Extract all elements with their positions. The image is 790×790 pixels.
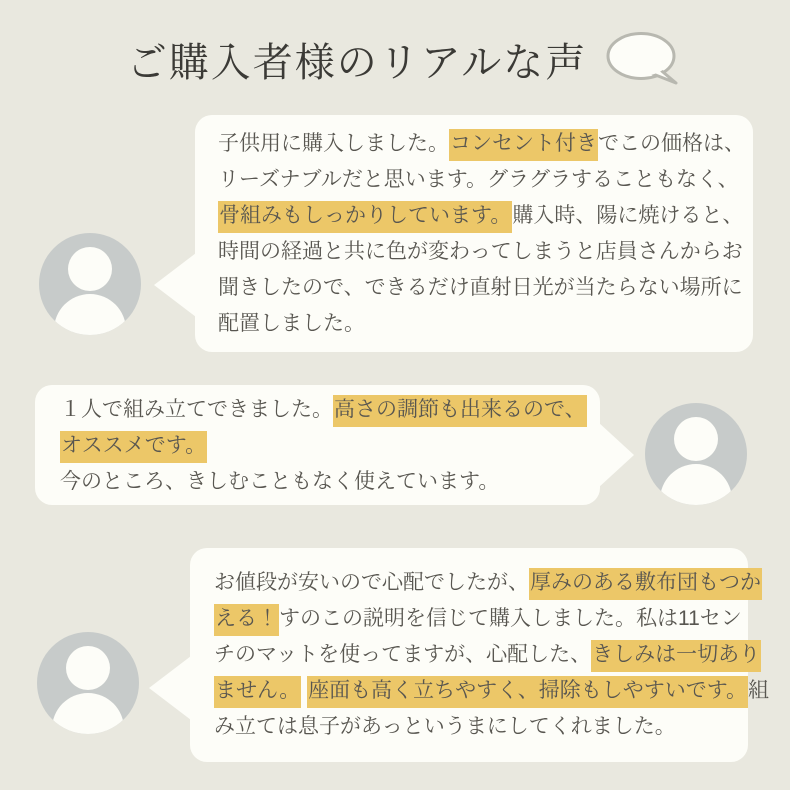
review-line xyxy=(218,126,745,162)
review-line xyxy=(218,198,744,234)
review-line xyxy=(214,637,761,673)
highlighted-text: 高さの調節も出来るので、 xyxy=(333,395,587,427)
plain-text: 子供用に購入しました。 xyxy=(218,132,449,155)
review-line xyxy=(214,709,732,745)
highlighted-text: コンセント付き xyxy=(449,129,598,161)
review-text xyxy=(60,392,586,500)
highlighted-text: 座面も高く立ちやすく、掃除もしやすいです。 xyxy=(307,676,748,708)
highlighted-text: える！ xyxy=(214,604,279,636)
section-title: ご購入者様のリアルな声 xyxy=(126,40,588,85)
review-bubble xyxy=(35,385,600,505)
review-line xyxy=(60,464,582,500)
reviewer-avatar-icon xyxy=(39,233,141,335)
review-line xyxy=(218,234,743,270)
speech-bubble-icon xyxy=(605,31,683,87)
bubble-tail-left xyxy=(154,253,196,317)
avatar-torso xyxy=(52,693,124,734)
bubble-tail-right xyxy=(598,422,634,488)
avatar-torso xyxy=(54,294,126,335)
review-line xyxy=(214,601,742,637)
review-line xyxy=(60,428,582,464)
review-line xyxy=(60,392,586,428)
plain-text: でこの価格は、 xyxy=(598,132,745,155)
plain-text: 聞きしたので、できるだけ直射日光が当たらない場所に xyxy=(218,276,743,299)
plain-text: 配置しました。 xyxy=(218,312,365,335)
section-header xyxy=(10,28,790,90)
review-text xyxy=(214,565,770,745)
plain-text: チのマットを使ってますが、心配した、 xyxy=(214,643,592,666)
review-line xyxy=(214,673,770,709)
review-line xyxy=(218,306,735,342)
review-line xyxy=(218,162,739,198)
reviewer-avatar-icon xyxy=(37,632,139,734)
avatar-head xyxy=(68,247,112,291)
plain-text: み立ては息子があっというまにしてくれました。 xyxy=(214,715,676,738)
review-line xyxy=(218,270,743,306)
highlighted-text: 骨組みもしっかりしています。 xyxy=(218,201,512,233)
review-bubble xyxy=(190,548,770,762)
highlighted-text: オススメです。 xyxy=(60,431,207,463)
avatar-head xyxy=(66,646,110,690)
plain-text: 組 xyxy=(748,679,770,702)
plain-text: 購入時、陽に焼けると、 xyxy=(512,204,744,227)
plain-text: 時間の経過と共に色が変わってしまうと店員さんからお xyxy=(218,240,743,263)
reviewer-avatar-icon xyxy=(645,403,747,505)
review-line xyxy=(214,565,761,601)
highlighted-text: ません。 xyxy=(214,676,301,708)
bubble-tail-left xyxy=(149,656,191,720)
review-bubble xyxy=(195,115,753,352)
avatar-torso xyxy=(660,464,732,505)
highlighted-text: 厚みのある敷布団もつか xyxy=(529,568,762,600)
avatar-head xyxy=(674,417,718,461)
plain-text: お値段が安いので心配でしたが、 xyxy=(214,571,529,594)
plain-text: 今のところ、きしむこともなく使えています。 xyxy=(60,470,500,493)
plain-text: リーズナブルだと思います。グラグラすることもなく、 xyxy=(218,168,739,191)
review-text xyxy=(218,126,745,342)
plain-text: １人で組み立てできました。 xyxy=(60,398,333,421)
highlighted-text: きしみは一切あり xyxy=(591,640,761,672)
plain-text: すのこの説明を信じて購入しました。私は11セン xyxy=(279,607,742,630)
